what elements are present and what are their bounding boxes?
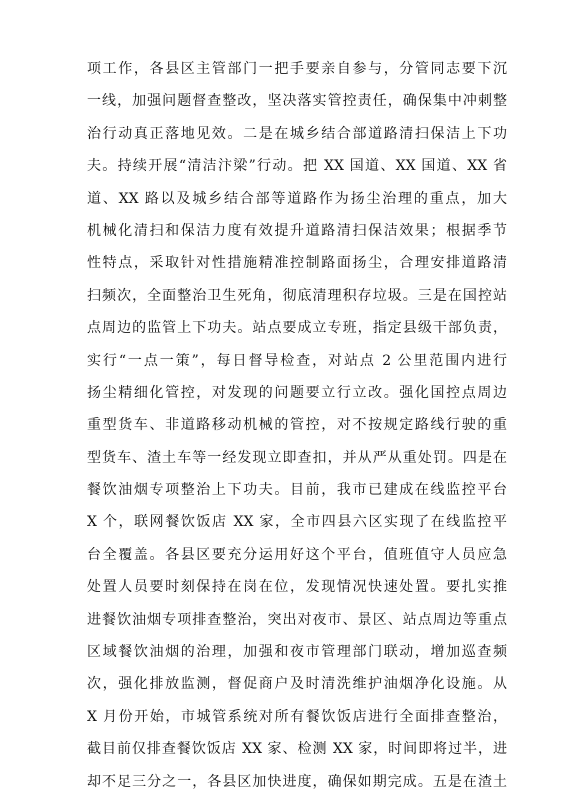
text-line-2: 一线，加强问题督查整改，坚决落实管控责任，确保集中冲刺整 [87, 93, 507, 110]
text-line-18: 进餐饮油烟专项排查整治，突出对夜市、景区、站点周边等重点 [87, 611, 507, 628]
text-line-7: 性特点，采取针对性措施精准控制路面扬尘，合理安排道路清 [87, 255, 507, 272]
text-line-5: 道、XX 路以及城乡结合部等道路作为扬尘治理的重点，加大 [87, 190, 507, 207]
text-line-19: 区域餐饮油烟的治理，加强和夜市管理部门联动，增加巡查频 [87, 644, 507, 661]
text-line-15: X 个，联网餐饮饭店 XX 家，全市四县六区实现了在线监控平 [87, 514, 507, 531]
text-line-9: 点周边的监管上下功夫。站点要成立专班，指定县级干部负责， [87, 320, 507, 337]
text-line-10: 实行“一点一策”，每日督导检查，对站点 2 公里范围内进行 [87, 352, 507, 369]
text-line-8: 扫频次，全面整治卫生死角，彻底清理积存垃圾。三是在国控站 [87, 287, 507, 304]
text-line-6: 机械化清扫和保洁力度有效提升道路清扫保洁效果；根据季节 [87, 222, 507, 239]
text-line-16: 台全覆盖。各县区要充分运用好这个平台，值班值守人员应急 [87, 546, 507, 563]
text-line-23: 却不足三分之一，各县区加快进度，确保如期完成。五是在渣土 [87, 773, 507, 790]
text-line-20: 次，强化排放监测，督促商户及时清洗维护油烟净化设施。从 [87, 676, 507, 693]
text-line-21: X 月份开始，市城管系统对所有餐饮饭店进行全面排查整治， [87, 708, 507, 725]
text-line-17: 处置人员要时刻保持在岗在位，发现情况快速处置。要扎实推 [87, 579, 507, 596]
text-line-3: 治行动真正落地见效。二是在城乡结合部道路清扫保洁上下功 [87, 125, 507, 142]
body-text [87, 53, 507, 798]
text-line-4: 夫。持续开展“清洁汴梁”行动。把 XX 国道、XX 国道、XX 省 [87, 158, 507, 175]
text-line-1: 项工作，各县区主管部门一把手要亲自参与，分管同志要下沉 [87, 61, 507, 77]
text-line-13: 型货车、渣土车等一经发现立即查扣，并从严从重处罚。四是在 [87, 449, 507, 466]
text-line-12: 重型货车、非道路移动机械的管控，对不按规定路线行驶的重 [87, 417, 507, 434]
text-line-22: 截目前仅排查餐饮饭店 XX 家、检测 XX 家，时间即将过半，进 [87, 741, 507, 758]
text-line-11: 扬尘精细化管控，对发现的问题要立行立改。强化国控点周边 [87, 384, 507, 401]
text-line-14: 餐饮油烟专项整治上下功夫。目前，我市已建成在线监控平台 [87, 482, 507, 499]
